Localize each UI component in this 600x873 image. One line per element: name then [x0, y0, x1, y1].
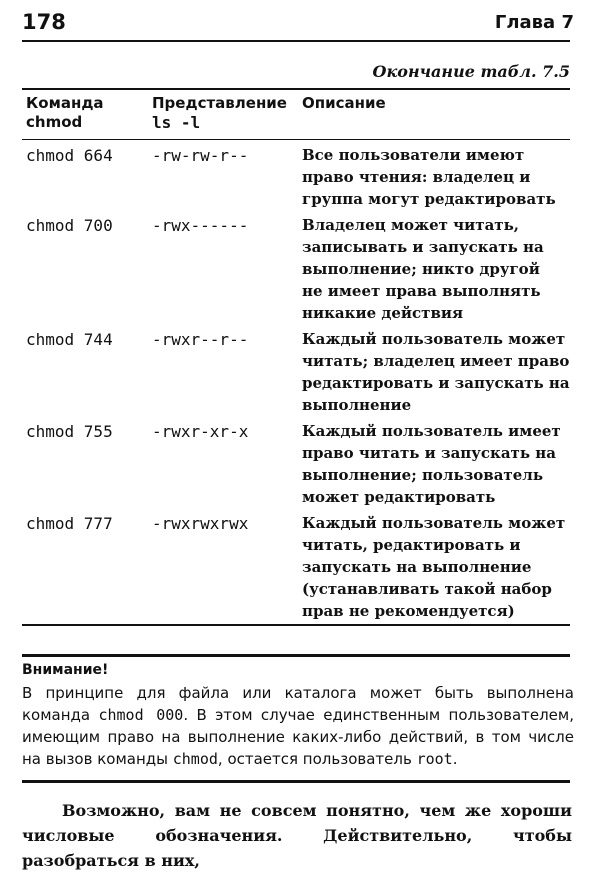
row-1-command: chmod 664 — [26, 146, 113, 165]
header-command — [26, 94, 104, 132]
row-1-description — [302, 144, 570, 210]
description-line: записывать и запускать на — [302, 238, 544, 256]
table-bottom-rule — [22, 624, 570, 626]
body-paragraph: Возможно, вам не совсем понятно, чем же хороши числовые обозначения. Действительно, чтобы разобраться в них, — [22, 801, 572, 870]
row-3-command: chmod 744 — [26, 330, 113, 349]
warning-text-part: , остается пользователь — [217, 750, 417, 768]
description-line: выполнение; пользователь — [302, 466, 544, 484]
description-line: Все пользователи имеют — [302, 146, 525, 164]
description-line: Каждый пользователь может — [302, 514, 566, 532]
description-line: Каждый пользователь может — [302, 330, 566, 348]
description-line: читать; владелец имеет право — [302, 352, 570, 370]
warning-top-rule — [22, 654, 570, 657]
description-line: (устанавливать такой набор — [302, 580, 552, 598]
row-4-permissions: -rwxr-xr-x — [152, 422, 249, 441]
description-line: никакие действия — [302, 304, 464, 322]
warning-text-part: В принципе для файла или каталога может быть выполнена команда — [22, 684, 574, 724]
row-5-permissions: -rwxrwxrwx — [152, 514, 249, 533]
warning-text-part: . — [452, 750, 458, 768]
header-rule — [22, 40, 570, 42]
row-3-description — [302, 328, 570, 416]
row-5-description — [302, 512, 570, 622]
warning-text — [22, 682, 574, 770]
header-description: Описание — [302, 94, 386, 112]
warning-root-code: root — [416, 750, 453, 768]
description-line: Владелец может читать, — [302, 216, 519, 234]
description-line: право читать и запускать на — [302, 444, 556, 462]
description-line: право чтения: владелец и — [302, 168, 531, 186]
warning-command-code: chmod 000 — [98, 706, 184, 724]
row-5-command: chmod 777 — [26, 514, 113, 533]
row-3-permissions: -rwxr--r-- — [152, 330, 249, 349]
description-line: Каждый пользователь имеет — [302, 422, 561, 440]
description-line: группа могут редактировать — [302, 190, 556, 208]
description-line: редактировать и запускать на — [302, 374, 570, 392]
header-command-line1: Команда — [26, 94, 104, 112]
table-top-rule — [22, 88, 570, 90]
chapter-title: Глава 7 — [494, 12, 574, 33]
page-number: 178 — [22, 10, 66, 34]
header-command-line2: chmod — [26, 113, 83, 131]
row-2-command: chmod 700 — [26, 216, 113, 235]
description-line: запускать на выполнение — [302, 558, 532, 576]
table-caption: Окончание табл. 7.5 — [372, 62, 570, 81]
description-line: читать, редактировать и — [302, 536, 521, 554]
warning-text-part: . В этом случае единственным пользователем, имеющим право на выполнение каких-либо действий, в том числе на вызов команды — [22, 706, 574, 768]
description-line: может редактировать — [302, 488, 496, 506]
row-4-description — [302, 420, 570, 508]
row-2-description — [302, 214, 570, 324]
row-4-command: chmod 755 — [26, 422, 113, 441]
header-representation — [152, 94, 287, 132]
warning-bottom-rule — [22, 780, 570, 783]
header-representation-line2: ls -l — [152, 113, 201, 132]
description-line: не имеет права выполнять — [302, 282, 541, 300]
warning-chmod-code: chmod — [172, 750, 218, 768]
header-representation-line1: Представление — [152, 94, 287, 112]
description-line: выполнение; никто другой — [302, 260, 540, 278]
row-1-permissions: -rw-rw-r-- — [152, 146, 249, 165]
description-line: выполнение — [302, 396, 412, 414]
warning-title: Внимание! — [22, 662, 109, 678]
table-header-rule — [22, 139, 570, 140]
row-2-permissions: -rwx------ — [152, 216, 249, 235]
description-line: прав не рекомендуется) — [302, 602, 515, 620]
